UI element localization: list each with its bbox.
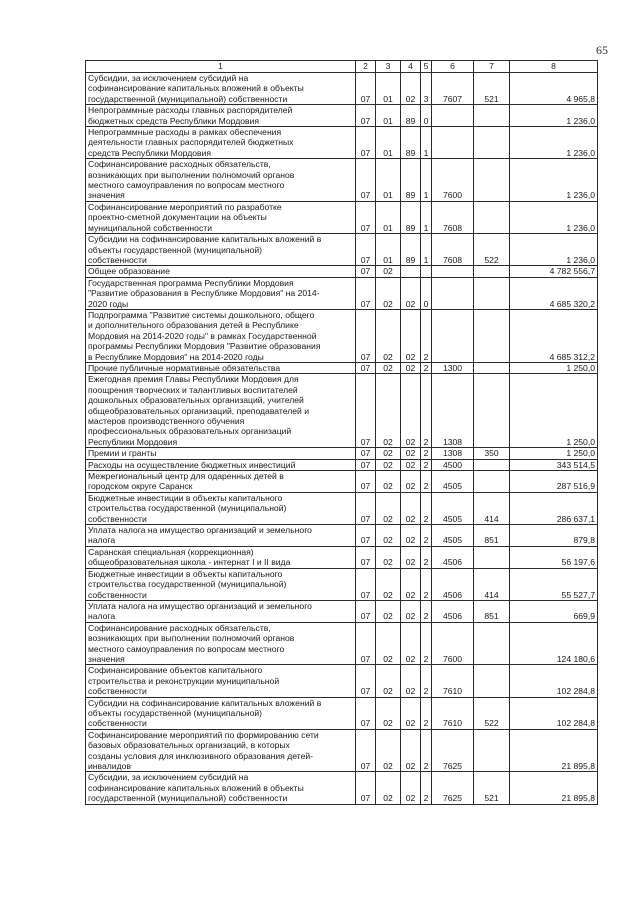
table-row [86, 374, 598, 448]
target-article-code: 4505 [432, 492, 474, 524]
subsection-code: 01 [376, 201, 401, 233]
expense-type-code [474, 665, 510, 697]
table-row [86, 772, 598, 804]
budget-table [85, 60, 598, 805]
section-code: 07 [356, 600, 376, 622]
section-code: 07 [356, 277, 376, 309]
subsection-code: 02 [376, 697, 401, 729]
table-row [86, 277, 598, 309]
table-row [86, 201, 598, 233]
target-article-code [432, 309, 474, 362]
expense-type-code [474, 729, 510, 772]
subprogram-code: 1 [421, 234, 432, 266]
table-row [86, 568, 598, 600]
program-code: 89 [401, 201, 421, 233]
subsection-code: 02 [376, 568, 401, 600]
expense-type-code [474, 277, 510, 309]
row-amount: 55 527,7 [510, 568, 598, 600]
section-code: 07 [356, 201, 376, 233]
section-code: 07 [356, 73, 376, 105]
row-description: Непрограммные расходы главных распорядителей бюджетных средств Республики Мордовия [86, 105, 356, 127]
subsection-code: 01 [376, 159, 401, 202]
program-code: 02 [401, 697, 421, 729]
target-article-code: 4505 [432, 471, 474, 493]
table-row [86, 448, 598, 459]
target-article-code [432, 127, 474, 159]
target-article-code: 4506 [432, 600, 474, 622]
column-header: 2 [356, 61, 376, 73]
row-amount: 1 236,0 [510, 234, 598, 266]
program-code: 89 [401, 234, 421, 266]
subsection-code: 02 [376, 492, 401, 524]
expense-type-code [474, 201, 510, 233]
row-amount: 1 236,0 [510, 159, 598, 202]
row-description: Прочие публичные нормативные обязательства [86, 362, 356, 373]
subsection-code: 02 [376, 448, 401, 459]
subsection-code: 02 [376, 600, 401, 622]
row-description: Ежегодная премия Главы Республики Мордовия для поощрения творческих и талантливых воспитателей дошкольных образовательных организаций, учителей общеобразовательных организаций, преподавателей и мастеров производственного обучения профессиональных образовательных организаций Республики Мордовия [86, 374, 356, 448]
row-amount: 286 637,1 [510, 492, 598, 524]
subsection-code: 02 [376, 309, 401, 362]
row-description: Непрограммные расходы в рамках обеспечения деятельности главных распорядителей бюджетных средств Республики Мордовия [86, 127, 356, 159]
table-row [86, 234, 598, 266]
row-description: Бюджетные инвестиции в объекты капитального строительства государственной (муниципальной) собственности [86, 568, 356, 600]
subprogram-code: 2 [421, 362, 432, 373]
section-code: 07 [356, 309, 376, 362]
row-amount: 1 236,0 [510, 201, 598, 233]
subsection-code: 02 [376, 362, 401, 373]
row-amount: 21 895,8 [510, 729, 598, 772]
target-article-code: 4506 [432, 546, 474, 568]
subprogram-code: 2 [421, 374, 432, 448]
row-description: Саранская специальная (коррекционная) общеобразовательная школа - интернат I и II вида [86, 546, 356, 568]
section-code: 07 [356, 525, 376, 547]
row-amount: 669,9 [510, 600, 598, 622]
target-article-code: 7600 [432, 622, 474, 665]
table-row [86, 309, 598, 362]
row-description: Уплата налога на имущество организаций и земельного налога [86, 600, 356, 622]
program-code: 02 [401, 309, 421, 362]
row-amount: 343 514,5 [510, 459, 598, 470]
row-amount: 4 782 556,7 [510, 266, 598, 277]
row-amount: 4 965,8 [510, 73, 598, 105]
target-article-code: 7625 [432, 729, 474, 772]
target-article-code [432, 266, 474, 277]
subsection-code: 02 [376, 772, 401, 804]
table-row [86, 492, 598, 524]
section-code: 07 [356, 105, 376, 127]
program-code: 02 [401, 277, 421, 309]
target-article-code [432, 277, 474, 309]
target-article-code: 1300 [432, 362, 474, 373]
row-description: Государственная программа Республики Мордовия "Развитие образования в Республике Мордовия" на 2014- 2020 годы [86, 277, 356, 309]
section-code: 07 [356, 362, 376, 373]
table-row [86, 471, 598, 493]
target-article-code [432, 105, 474, 127]
row-amount: 56 197,6 [510, 546, 598, 568]
subprogram-code: 2 [421, 600, 432, 622]
table-row [86, 546, 598, 568]
row-amount: 1 236,0 [510, 105, 598, 127]
row-amount: 1 236,0 [510, 127, 598, 159]
column-header: 7 [474, 61, 510, 73]
row-amount: 4 685 320,2 [510, 277, 598, 309]
row-amount: 4 685 312,2 [510, 309, 598, 362]
program-code: 89 [401, 159, 421, 202]
program-code: 02 [401, 665, 421, 697]
subprogram-code: 1 [421, 127, 432, 159]
row-description: Софинансирование мероприятий по формированию сети базовых образовательных организаций, в которых созданы условия для инклюзивного образования детей- инвалидов [86, 729, 356, 772]
subsection-code: 01 [376, 105, 401, 127]
target-article-code: 7600 [432, 159, 474, 202]
expense-type-code: 851 [474, 525, 510, 547]
subsection-code: 01 [376, 73, 401, 105]
table-row [86, 622, 598, 665]
subprogram-code: 0 [421, 277, 432, 309]
expense-type-code: 414 [474, 492, 510, 524]
subsection-code: 01 [376, 234, 401, 266]
subprogram-code: 1 [421, 201, 432, 233]
subprogram-code: 2 [421, 665, 432, 697]
target-article-code: 7608 [432, 234, 474, 266]
row-description: Субсидии, за исключением субсидий на софинансирование капитальных вложений в объекты государственной (муниципальной) собственности [86, 73, 356, 105]
subprogram-code: 2 [421, 729, 432, 772]
column-header: 4 [401, 61, 421, 73]
page-number: 65 [596, 43, 608, 57]
subprogram-code: 2 [421, 772, 432, 804]
section-code: 07 [356, 234, 376, 266]
target-article-code: 7625 [432, 772, 474, 804]
subsection-code: 02 [376, 622, 401, 665]
expense-type-code [474, 309, 510, 362]
program-code: 02 [401, 729, 421, 772]
row-amount: 879,8 [510, 525, 598, 547]
program-code: 02 [401, 471, 421, 493]
table-row [86, 697, 598, 729]
subsection-code: 02 [376, 525, 401, 547]
program-code: 89 [401, 127, 421, 159]
expense-type-code [474, 622, 510, 665]
section-code: 07 [356, 622, 376, 665]
table-row [86, 105, 598, 127]
expense-type-code [474, 266, 510, 277]
column-header: 1 [86, 61, 356, 73]
subsection-code: 01 [376, 127, 401, 159]
expense-type-code [474, 546, 510, 568]
program-code [401, 266, 421, 277]
program-code: 02 [401, 492, 421, 524]
target-article-code: 7608 [432, 201, 474, 233]
column-header: 8 [510, 61, 598, 73]
row-description: Софинансирование объектов капитального строительства и реконструкции муниципальной собственности [86, 665, 356, 697]
program-code: 02 [401, 448, 421, 459]
subprogram-code: 3 [421, 73, 432, 105]
table-row [86, 266, 598, 277]
subprogram-code: 2 [421, 697, 432, 729]
row-description: Подпрограмма "Развитие системы дошкольного, общего и дополнительного образования детей в Республике Мордовия на 2014-2020 годы" в рамках Государственной программы Республики Мордовия "Развитие образования в Республике Мордовия" на 2014-2020 годы [86, 309, 356, 362]
expense-type-code [474, 127, 510, 159]
program-code: 02 [401, 459, 421, 470]
expense-type-code [474, 159, 510, 202]
row-description: Общее образование [86, 266, 356, 277]
table-row [86, 459, 598, 470]
subprogram-code: 2 [421, 448, 432, 459]
subsection-code: 02 [376, 459, 401, 470]
program-code: 02 [401, 546, 421, 568]
row-description: Софинансирование расходных обязательств, возникающих при выполнении полномочий органов местного самоуправления по вопросам местного значения [86, 159, 356, 202]
target-article-code: 4505 [432, 525, 474, 547]
expense-type-code: 522 [474, 234, 510, 266]
subprogram-code: 2 [421, 568, 432, 600]
table-row [86, 665, 598, 697]
subprogram-code: 2 [421, 546, 432, 568]
program-code: 02 [401, 622, 421, 665]
target-article-code: 7610 [432, 697, 474, 729]
column-header: 5 [421, 61, 432, 73]
subprogram-code: 2 [421, 471, 432, 493]
target-article-code: 1308 [432, 448, 474, 459]
subsection-code: 02 [376, 729, 401, 772]
row-description: Уплата налога на имущество организаций и земельного налога [86, 525, 356, 547]
subsection-code: 02 [376, 266, 401, 277]
target-article-code: 7607 [432, 73, 474, 105]
row-description: Межрегиональный центр для одаренных детей в городском округе Саранск [86, 471, 356, 493]
expense-type-code: 851 [474, 600, 510, 622]
section-code: 07 [356, 471, 376, 493]
row-description: Расходы на осуществление бюджетных инвестиций [86, 459, 356, 470]
row-amount: 1 250,0 [510, 374, 598, 448]
program-code: 02 [401, 525, 421, 547]
subprogram-code: 2 [421, 525, 432, 547]
expense-type-code: 414 [474, 568, 510, 600]
section-code: 07 [356, 492, 376, 524]
subsection-code: 02 [376, 471, 401, 493]
section-code: 07 [356, 729, 376, 772]
table-header-row [86, 61, 598, 73]
subprogram-code: 0 [421, 105, 432, 127]
table-row [86, 159, 598, 202]
subprogram-code: 1 [421, 159, 432, 202]
section-code: 07 [356, 665, 376, 697]
section-code: 07 [356, 266, 376, 277]
row-amount: 1 250,0 [510, 362, 598, 373]
expense-type-code: 350 [474, 448, 510, 459]
row-description: Бюджетные инвестиции в объекты капитального строительства государственной (муниципальной) собственности [86, 492, 356, 524]
target-article-code: 7610 [432, 665, 474, 697]
expense-type-code [474, 471, 510, 493]
column-header: 6 [432, 61, 474, 73]
expense-type-code [474, 459, 510, 470]
section-code: 07 [356, 448, 376, 459]
subsection-code: 02 [376, 277, 401, 309]
column-header: 3 [376, 61, 401, 73]
subprogram-code [421, 266, 432, 277]
program-code: 02 [401, 568, 421, 600]
expense-type-code [474, 105, 510, 127]
table-row [86, 729, 598, 772]
expense-type-code: 521 [474, 73, 510, 105]
row-description: Субсидии, за исключением субсидий на софинансирование капитальных вложений в объекты государственной (муниципальной) собственности [86, 772, 356, 804]
program-code: 89 [401, 105, 421, 127]
subsection-code: 02 [376, 665, 401, 697]
section-code: 07 [356, 374, 376, 448]
program-code: 02 [401, 73, 421, 105]
expense-type-code [474, 374, 510, 448]
table-row [86, 73, 598, 105]
section-code: 07 [356, 568, 376, 600]
subprogram-code: 2 [421, 459, 432, 470]
row-amount: 21 895,8 [510, 772, 598, 804]
row-amount: 1 250,0 [510, 448, 598, 459]
row-amount: 102 284,8 [510, 665, 598, 697]
row-amount: 287 516,9 [510, 471, 598, 493]
section-code: 07 [356, 546, 376, 568]
row-description: Софинансирование мероприятий по разработке проектно-сметной документации на объекты муниципальной собственности [86, 201, 356, 233]
row-amount: 124 180,6 [510, 622, 598, 665]
subsection-code: 02 [376, 546, 401, 568]
target-article-code: 4500 [432, 459, 474, 470]
subprogram-code: 2 [421, 622, 432, 665]
section-code: 07 [356, 127, 376, 159]
program-code: 02 [401, 600, 421, 622]
row-amount: 102 284,8 [510, 697, 598, 729]
target-article-code: 4506 [432, 568, 474, 600]
section-code: 07 [356, 697, 376, 729]
subprogram-code: 2 [421, 309, 432, 362]
target-article-code: 1308 [432, 374, 474, 448]
table-row [86, 525, 598, 547]
section-code: 07 [356, 772, 376, 804]
program-code: 02 [401, 362, 421, 373]
program-code: 02 [401, 374, 421, 448]
subsection-code: 02 [376, 374, 401, 448]
program-code: 02 [401, 772, 421, 804]
row-description: Субсидии на софинансирование капитальных вложений в объекты государственной (муниципальной) собственности [86, 234, 356, 266]
row-description: Софинансирование расходных обязательств, возникающих при выполнении полномочий органов местного самоуправления по вопросам местного значения [86, 622, 356, 665]
expense-type-code [474, 362, 510, 373]
row-description: Субсидии на софинансирование капитальных вложений в объекты государственной (муниципальной) собственности [86, 697, 356, 729]
section-code: 07 [356, 459, 376, 470]
section-code: 07 [356, 159, 376, 202]
table-row [86, 600, 598, 622]
subprogram-code: 2 [421, 492, 432, 524]
table-row [86, 362, 598, 373]
expense-type-code: 521 [474, 772, 510, 804]
expense-type-code: 522 [474, 697, 510, 729]
row-description: Премии и гранты [86, 448, 356, 459]
table-row [86, 127, 598, 159]
